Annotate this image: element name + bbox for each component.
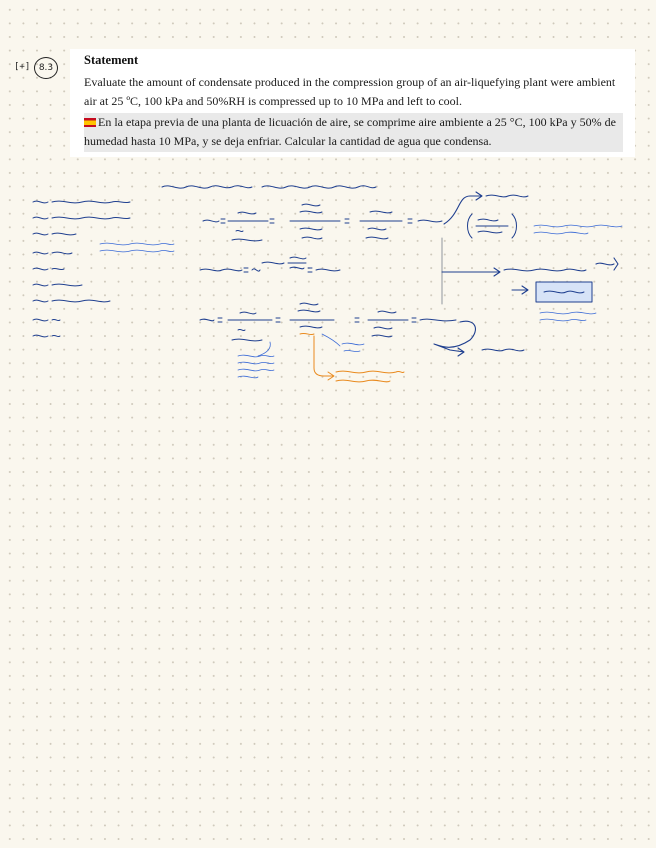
statement-spanish: En la etapa previa de una planta de licuación de aire, se comprime aire ambiente a 25 °C, 100 kPa y 50% de humedad hasta 10 MPa, y se deja enfriar. Calcular la cantidad de agua que condensa. xyxy=(84,115,616,148)
equation-w1 xyxy=(203,204,442,241)
question-scribble xyxy=(162,186,376,188)
blue-pointer-lines xyxy=(258,334,340,356)
statement-english: Evaluate the amount of condensate produced in the compression group of an air-liquefying plant were ambient air at 25 ºC, 100 kPa and 50%RH is compressed up to 10 MPa and left to cool. xyxy=(84,75,616,108)
givens-column xyxy=(33,201,130,337)
orange-annotation xyxy=(314,336,404,382)
expand-toggle[interactable]: [+] xyxy=(14,62,31,72)
equation-w2 xyxy=(200,303,456,341)
statement-title: Statement xyxy=(84,53,139,67)
results-notes xyxy=(468,195,587,351)
equation-psat xyxy=(200,257,340,272)
small-note-left xyxy=(100,243,174,252)
problem-number-badge: 8.3 xyxy=(34,57,58,79)
flow-arrows xyxy=(434,192,618,356)
